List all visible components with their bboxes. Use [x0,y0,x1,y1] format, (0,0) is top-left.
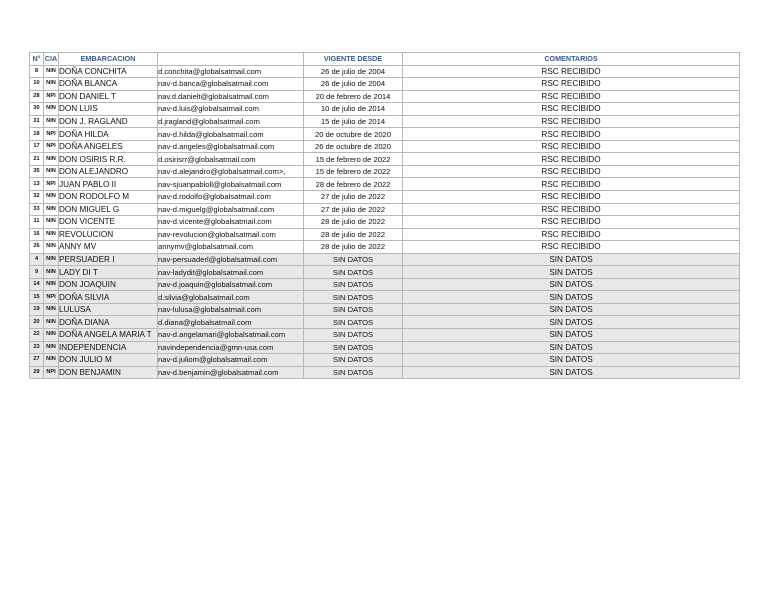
row-comment: RSC RECIBIDO [403,178,740,191]
table-row [30,216,740,229]
row-cia: NIN [44,115,59,128]
row-email: d.osirisrr@globalsatmail.com [158,153,304,166]
table-row [30,278,740,291]
row-number: 30 [30,103,44,116]
row-number: 32 [30,191,44,204]
row-valid-since: 26 de julio de 2004 [304,78,403,91]
row-comment: RSC RECIBIDO [403,128,740,141]
row-email: nav-d.alejandro@globalsatmail.com>, [158,165,304,178]
row-number: 29 [30,366,44,379]
table-row [30,153,740,166]
row-valid-since: SIN DATOS [304,253,403,266]
row-valid-since: SIN DATOS [304,366,403,379]
table-row [30,329,740,342]
row-vessel-name: DOÑA ANGELES [59,140,158,153]
row-valid-since: SIN DATOS [304,316,403,329]
row-number: 20 [30,316,44,329]
row-vessel-name: DOÑA ANGELA MARIA T [59,329,158,342]
row-vessel-name: DON BENJAMIN [59,366,158,379]
row-email: nav-d.hilda@globalsatmail.com [158,128,304,141]
table-row [30,253,740,266]
table-row [30,366,740,379]
row-number: 4 [30,253,44,266]
row-cia: NIN [44,65,59,78]
row-email: nav-d.angeles@globalsatmail.com [158,140,304,153]
row-number: 28 [30,90,44,103]
row-comment: RSC RECIBIDO [403,65,740,78]
row-vessel-name: DON OSIRIS R.R. [59,153,158,166]
row-comment: SIN DATOS [403,316,740,329]
row-comment: RSC RECIBIDO [403,103,740,116]
row-comment: SIN DATOS [403,278,740,291]
row-valid-since: 20 de febrero de 2014 [304,90,403,103]
row-comment: RSC RECIBIDO [403,90,740,103]
row-email: d.silvia@globalsatmail.com [158,291,304,304]
table-row [30,291,740,304]
row-number: 13 [30,178,44,191]
row-valid-since: 28 de julio de 2022 [304,216,403,229]
row-comment: RSC RECIBIDO [403,115,740,128]
row-vessel-name: DON J. RAGLAND [59,115,158,128]
row-cia: NIN [44,103,59,116]
row-number: 11 [30,216,44,229]
row-email: nav-ladydit@globalsatmail.com [158,266,304,279]
row-valid-since: 27 de julio de 2022 [304,191,403,204]
row-valid-since: 28 de febrero de 2022 [304,178,403,191]
row-number: 26 [30,241,44,254]
header-num: N° [30,53,44,66]
row-email: d.conchita@globalsatmail.com [158,65,304,78]
table-row [30,128,740,141]
row-email: d.diana@globalsatmail.com [158,316,304,329]
table-row [30,266,740,279]
row-comment: RSC RECIBIDO [403,203,740,216]
row-email: nav-revolucion@globalsatmail.com [158,228,304,241]
row-cia: NIN [44,203,59,216]
row-cia: NIN [44,253,59,266]
row-valid-since: SIN DATOS [304,329,403,342]
row-vessel-name: DOÑA BLANCA [59,78,158,91]
row-number: 21 [30,153,44,166]
row-valid-since: SIN DATOS [304,341,403,354]
row-comment: RSC RECIBIDO [403,241,740,254]
row-cia: NPI [44,140,59,153]
row-email: nav.d.danielt@globalsatmail.com [158,90,304,103]
row-email: nav-d.luis@globalsatmail.com [158,103,304,116]
row-cia: NPI [44,291,59,304]
row-valid-since: SIN DATOS [304,354,403,367]
header-vessel: EMBARCACION [59,53,158,66]
row-vessel-name: DON JULIO M [59,354,158,367]
row-cia: NIN [44,266,59,279]
row-vessel-name: DON LUIS [59,103,158,116]
row-cia: NIN [44,278,59,291]
table-row [30,203,740,216]
row-vessel-name: DOÑA CONCHITA [59,65,158,78]
table-row [30,354,740,367]
row-email: nav-d.juliom@globalsatmail.com [158,354,304,367]
row-cia: NIN [44,354,59,367]
row-number: 27 [30,354,44,367]
row-comment: RSC RECIBIDO [403,228,740,241]
row-vessel-name: DOÑA HILDA [59,128,158,141]
row-number: 8 [30,65,44,78]
row-vessel-name: DON DANIEL T [59,90,158,103]
row-email: nav-d.miguelg@globalsatmail.com [158,203,304,216]
row-number: 18 [30,128,44,141]
row-cia: NIN [44,191,59,204]
row-cia: NPI [44,178,59,191]
row-cia: NPI [44,366,59,379]
row-valid-since: SIN DATOS [304,303,403,316]
row-valid-since: SIN DATOS [304,291,403,304]
row-vessel-name: DON ALEJANDRO [59,165,158,178]
header-since: VIGENTE DESDE [304,53,403,66]
row-vessel-name: DOÑA SILVIA [59,291,158,304]
row-vessel-name: DOÑA DIANA [59,316,158,329]
row-comment: RSC RECIBIDO [403,140,740,153]
row-valid-since: 28 de julio de 2022 [304,228,403,241]
table-row [30,103,740,116]
row-vessel-name: LADY DI T [59,266,158,279]
row-comment: SIN DATOS [403,366,740,379]
row-cia: NIN [44,216,59,229]
row-cia: NIN [44,303,59,316]
table-row [30,228,740,241]
row-vessel-name: JUAN PABLO II [59,178,158,191]
row-cia: NPI [44,90,59,103]
row-vessel-name: LULUSA [59,303,158,316]
header-cia: CIA [44,54,58,64]
row-valid-since: SIN DATOS [304,278,403,291]
row-cia: NIN [44,329,59,342]
row-comment: RSC RECIBIDO [403,165,740,178]
vessel-table [29,52,740,379]
row-vessel-name: INDEPENDENCIA [59,341,158,354]
row-vessel-name: DON RODOLFO M [59,191,158,204]
row-cia: NIN [44,78,59,91]
row-number: 9 [30,266,44,279]
row-number: 22 [30,329,44,342]
row-number: 33 [30,203,44,216]
row-comment: RSC RECIBIDO [403,78,740,91]
row-valid-since: 26 de julio de 2004 [304,65,403,78]
table-row [30,140,740,153]
row-email: nav-lulusa@globalsatmail.com [158,303,304,316]
row-cia: NIN [44,341,59,354]
row-cia: NIN [44,228,59,241]
row-valid-since: 20 de octubre de 2020 [304,128,403,141]
row-comment: RSC RECIBIDO [403,153,740,166]
row-email: nav-sjuanpabloll@globalsatmail.com [158,178,304,191]
row-comment: SIN DATOS [403,266,740,279]
row-vessel-name: DON JOAQUIN [59,278,158,291]
table-row [30,115,740,128]
row-valid-since: 15 de julio de 2014 [304,115,403,128]
row-email: nav-d.joaquin@globalsatmail.com [158,278,304,291]
row-valid-since: 15 de febrero de 2022 [304,165,403,178]
row-cia: NIN [44,241,59,254]
table-row [30,191,740,204]
row-vessel-name: DON MIGUEL G [59,203,158,216]
row-valid-since: SIN DATOS [304,266,403,279]
row-number: 23 [30,341,44,354]
header-row [30,53,740,66]
row-comment: SIN DATOS [403,329,740,342]
table-row [30,78,740,91]
row-valid-since: 15 de febrero de 2022 [304,153,403,166]
table-row [30,178,740,191]
row-number: 16 [30,228,44,241]
row-vessel-name: ANNY MV [59,241,158,254]
row-comment: RSC RECIBIDO [403,216,740,229]
row-comment: SIN DATOS [403,354,740,367]
row-cia: NIN [44,316,59,329]
row-comment: SIN DATOS [403,291,740,304]
row-number: 14 [30,278,44,291]
table-row [30,303,740,316]
row-email: nav-d.angelamari@globalsatmail.com [158,329,304,342]
row-email: nav-d.benjamin@globalsatmail.com [158,366,304,379]
row-email: nav-d.vicente@globalsatmail.com [158,216,304,229]
table-row [30,90,740,103]
row-valid-since: 28 de julio de 2022 [304,241,403,254]
row-email: nav-d.banca@globalsatmail.com [158,78,304,91]
row-valid-since: 27 de julio de 2022 [304,203,403,216]
row-email: nav-persuaderl@globalsatmail.com [158,253,304,266]
header-email [158,53,304,66]
row-number: 17 [30,140,44,153]
row-comment: SIN DATOS [403,341,740,354]
table-row [30,241,740,254]
row-valid-since: 26 de octubre de 2020 [304,140,403,153]
row-comment: RSC RECIBIDO [403,191,740,204]
table-row [30,65,740,78]
row-vessel-name: PERSUADER I [59,253,158,266]
row-email: navindependencia@gmn-usa.com [158,341,304,354]
row-number: 35 [30,165,44,178]
row-email: d.jragland@globalsatmail.com [158,115,304,128]
row-number: 19 [30,303,44,316]
row-cia: NPI [44,128,59,141]
row-comment: SIN DATOS [403,253,740,266]
table-row [30,341,740,354]
header-comments: COMENTARIOS [403,53,740,66]
row-vessel-name: DON VICENTE [59,216,158,229]
row-number: 10 [30,78,44,91]
row-number: 31 [30,115,44,128]
row-email: annymv@globalsatmail.com [158,241,304,254]
table-row [30,316,740,329]
row-vessel-name: REVOLUCION [59,228,158,241]
row-cia: NIN [44,165,59,178]
row-comment: SIN DATOS [403,303,740,316]
row-email: nav-d.rodolfo@globalsatmail.com [158,191,304,204]
row-number: 15 [30,291,44,304]
row-cia: NIN [44,153,59,166]
table-row [30,165,740,178]
row-valid-since: 10 de julio de 2014 [304,103,403,116]
